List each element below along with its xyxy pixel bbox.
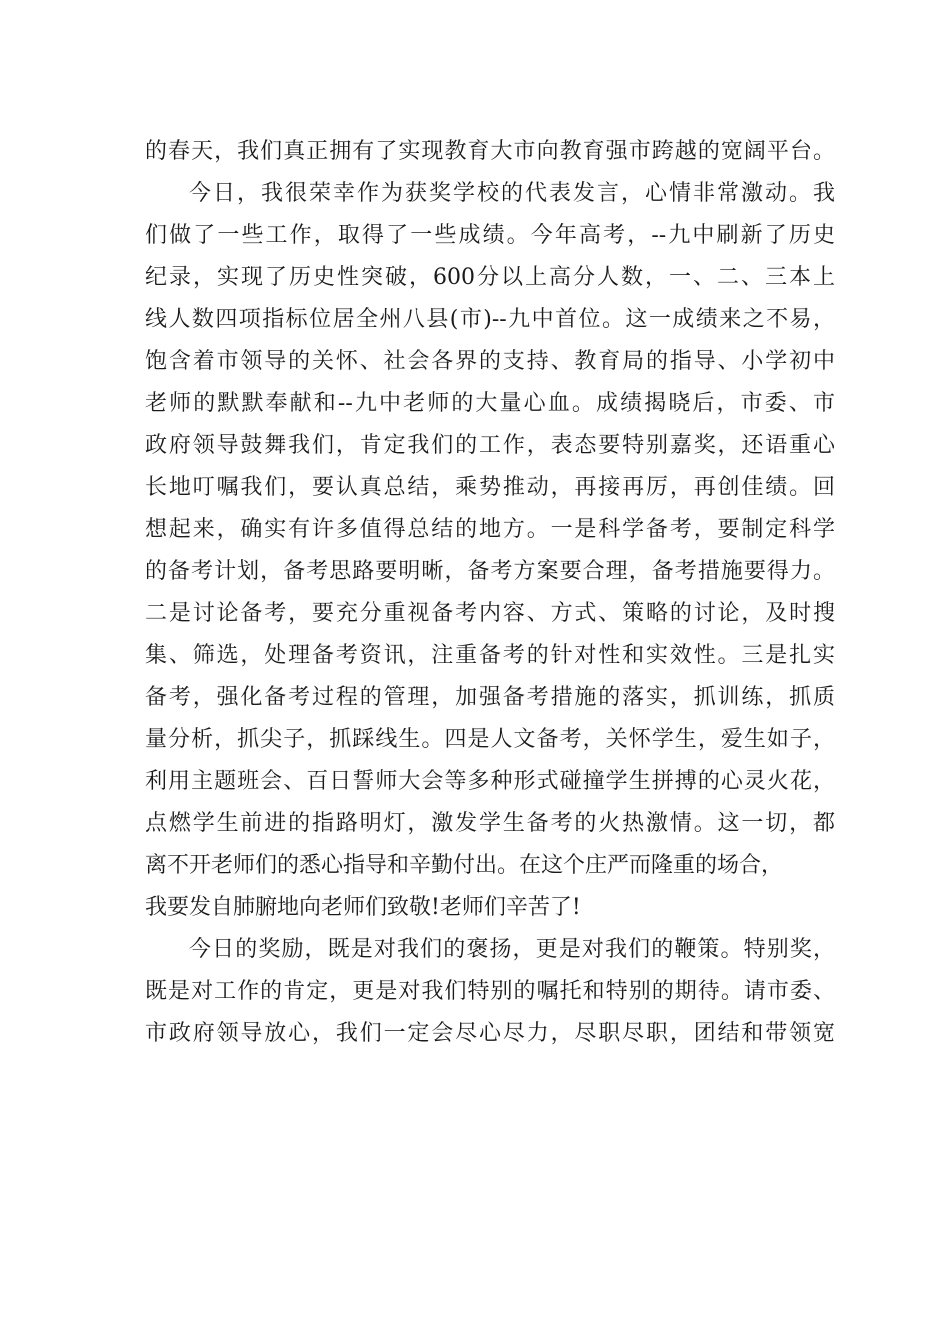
text-line: 的春天，我们真正拥有了实现教育大市向教育强市跨越的宽阔平台。 bbox=[145, 139, 835, 164]
text-line: 的备考计划，备考思路要明晰，备考方案要合理，备考措施要得力。 bbox=[145, 559, 835, 584]
text-line: 集、筛选，处理备考资讯，注重备考的针对性和实效性。三是扎实 bbox=[145, 643, 835, 668]
text-line: 今日，我很荣幸作为获奖学校的代表发言，心情非常激动。我 bbox=[189, 181, 835, 206]
text-line: 今日的奖励，既是对我们的褒扬，更是对我们的鞭策。特别奖， bbox=[189, 937, 835, 962]
text-line: 想起来，确实有许多值得总结的地方。一是科学备考，要制定科学 bbox=[145, 517, 835, 542]
body-text bbox=[145, 131, 835, 1055]
text-line: 们做了一些工作，取得了一些成绩。今年高考，--九中刷新了历史 bbox=[145, 223, 835, 248]
text-line: 饱含着市领导的关怀、社会各界的支持、教育局的指导、小学初中 bbox=[145, 349, 835, 374]
text-line: 长地叮嘱我们，要认真总结，乘势推动，再接再厉，再创佳绩。回 bbox=[145, 475, 835, 500]
text-line: 既是对工作的肯定，更是对我们特别的嘱托和特别的期待。请市委、 bbox=[145, 979, 835, 1004]
text-line: 离不开老师们的悉心指导和辛勤付出。在这个庄严而隆重的场合， bbox=[145, 853, 784, 878]
text-line: 纪录，实现了历史性突破，600分以上高分人数，一、二、三本上 bbox=[145, 265, 835, 290]
text-line: 量分析，抓尖子，抓踩线生。四是人文备考，关怀学生，爱生如子， bbox=[145, 727, 835, 752]
text-line: 市政府领导放心，我们一定会尽心尽力，尽职尽职，团结和带领宽 bbox=[145, 1021, 835, 1046]
text-line: 二是讨论备考，要充分重视备考内容、方式、策略的讨论，及时搜 bbox=[145, 601, 835, 626]
text-line: 政府领导鼓舞我们，肯定我们的工作，表态要特别嘉奖，还语重心 bbox=[145, 433, 835, 458]
text-line: 线人数四项指标位居全州八县(市)--九中首位。这一成绩来之不易， bbox=[145, 307, 835, 332]
text-line: 老师的默默奉献和--九中老师的大量心血。成绩揭晓后，市委、市 bbox=[145, 391, 835, 416]
text-line: 利用主题班会、百日誓师大会等多种形式碰撞学生拼搏的心灵火花， bbox=[145, 769, 835, 794]
text-line: 备考，强化备考过程的管理，加强备考措施的落实，抓训练，抓质 bbox=[145, 685, 835, 710]
text-line: 我要发自肺腑地向老师们致敬!老师们辛苦了! bbox=[145, 895, 581, 920]
text-line: 点燃学生前进的指路明灯，激发学生备考的火热激情。这一切，都 bbox=[145, 811, 835, 836]
